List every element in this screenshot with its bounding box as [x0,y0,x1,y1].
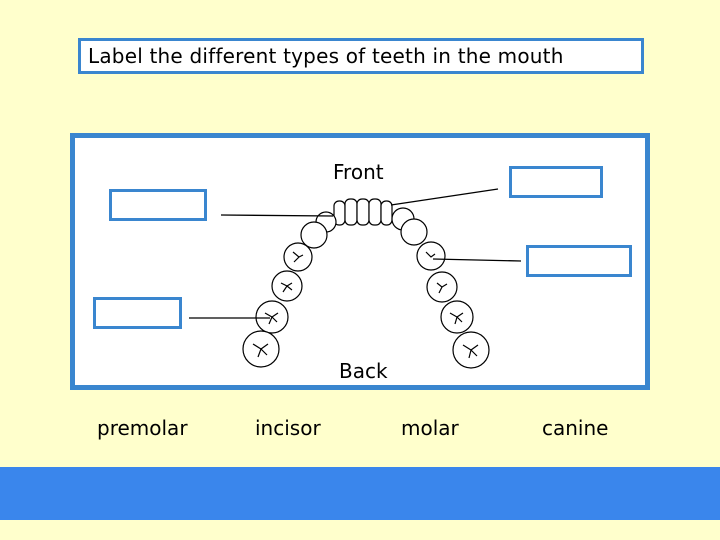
tooth-right [417,242,445,270]
word-bank-item[interactable]: canine [542,416,609,440]
tooth-incisor [345,199,357,225]
answer-box-left-upper[interactable] [109,189,207,221]
answer-box-right-upper[interactable] [509,166,603,198]
tooth-left [301,222,327,248]
pointer-line-left-upper [221,215,333,216]
footer-band [0,467,720,520]
pointer-line-right-lower [433,259,521,261]
tooth-left [284,243,312,271]
word-bank-item[interactable]: molar [401,416,459,440]
answer-box-right-lower[interactable] [526,245,632,277]
tooth-right [401,219,427,245]
tooth-incisor [381,201,392,225]
answer-box-left-lower[interactable] [93,297,182,329]
tooth-incisor [357,199,369,225]
tooth-incisor [369,199,381,225]
word-bank-item[interactable]: incisor [255,416,321,440]
front-label: Front [333,160,384,184]
back-label: Back [339,359,388,383]
word-bank-item[interactable]: premolar [97,416,188,440]
instruction-title-text: Label the different types of teeth in the mouth [88,44,564,68]
pointer-line-right-upper [391,189,498,205]
